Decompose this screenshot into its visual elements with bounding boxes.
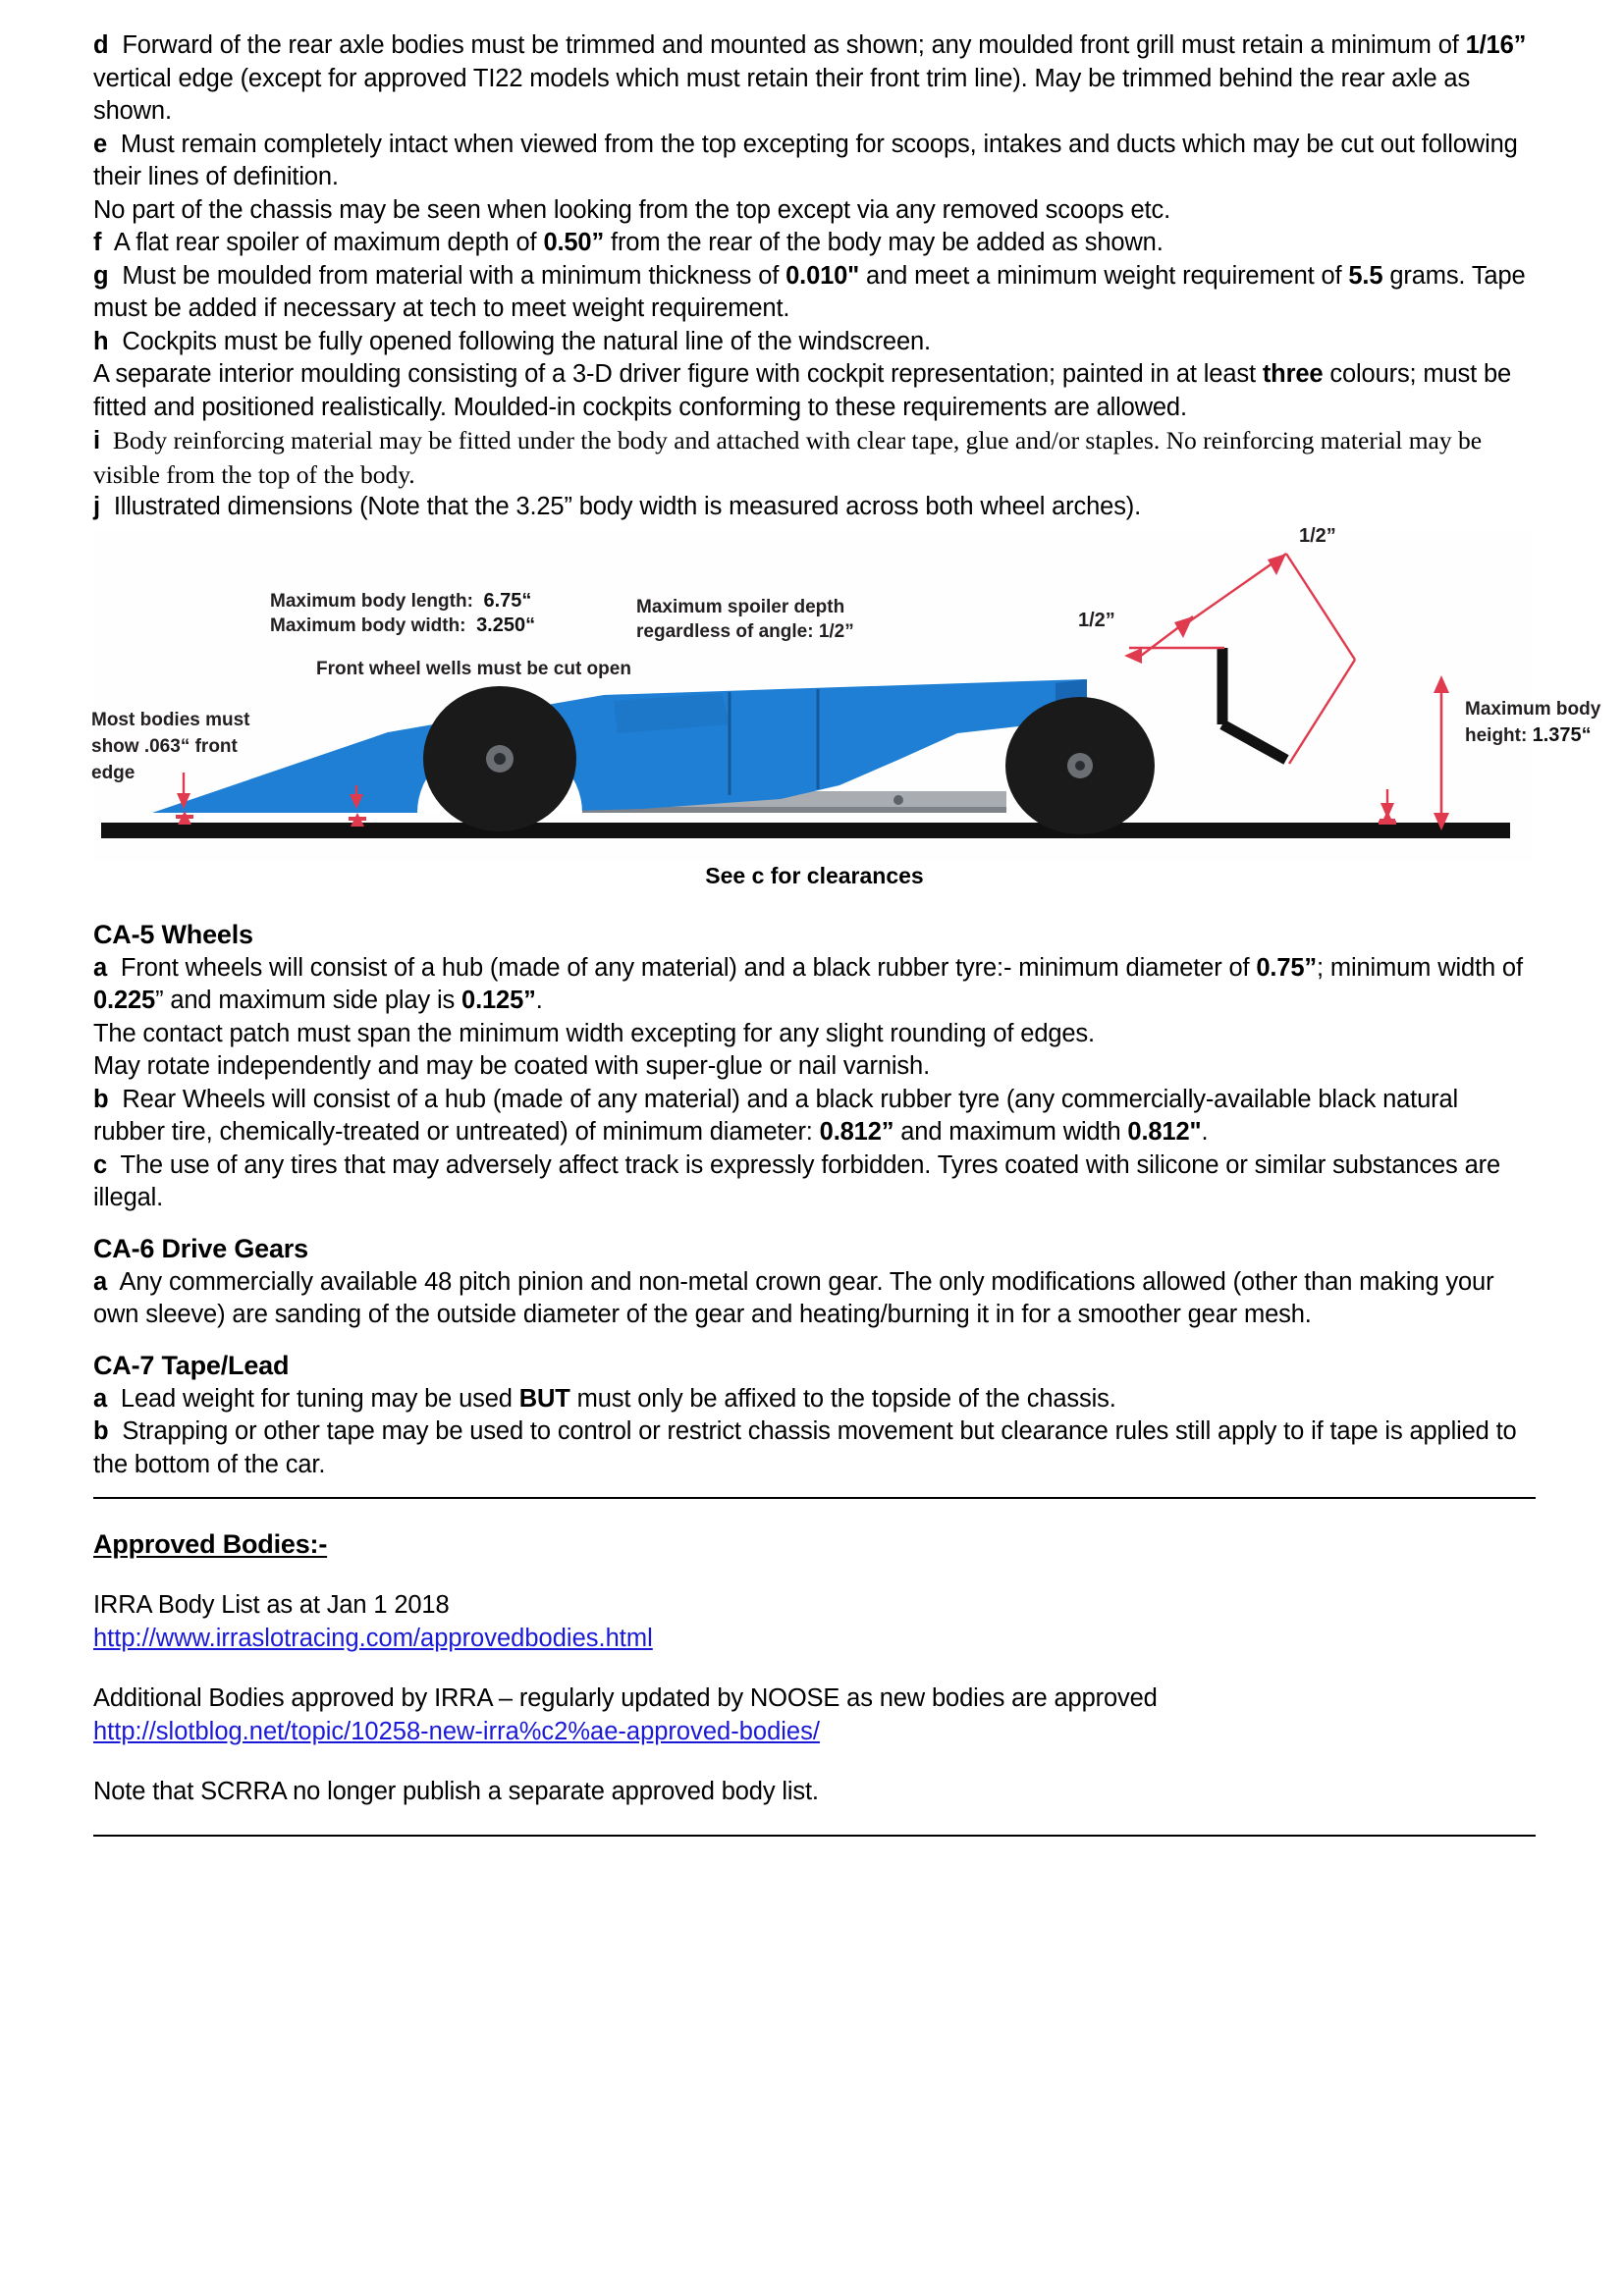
max-body-length-value: 6.75“ — [483, 589, 532, 612]
ca5-rule-c — [93, 1149, 1536, 1215]
rule-i-letter: i — [93, 427, 101, 454]
rule-d — [93, 29, 1536, 129]
rule-e — [93, 129, 1536, 194]
approved-bodies-link-slotblog[interactable]: http://slotblog.net/topic/10258-new-irra%c2%ae-approved-bodies/ — [93, 1717, 820, 1745]
ca5-b-text-3: . — [1201, 1118, 1209, 1146]
ca5-a-text-1: Front wheels will consist of a hub (made of any material) and a black rubber tyre:- minimum diameter of — [120, 953, 1257, 982]
additional-bodies-line: Additional Bodies approved by IRRA – regularly updated by NOOSE as new bodies are approved — [93, 1684, 1158, 1712]
rule-d-letter: d — [93, 31, 109, 59]
rule-g-letter: g — [93, 261, 109, 290]
body-dimensions-diagram — [91, 524, 1601, 861]
ca5-b-letter: b — [93, 1085, 109, 1113]
front-wheel-wells-label: Front wheel wells must be cut open — [316, 658, 631, 679]
front-edge-label — [91, 707, 250, 786]
ca5-b-bold-2: 0.812" — [1127, 1118, 1202, 1146]
ca5-a-letter: a — [93, 953, 108, 982]
diagram-caption: See c for clearances — [705, 862, 924, 888]
approved-bodies-heading: Approved Bodies:- — [93, 1529, 328, 1559]
rule-f — [93, 227, 1536, 260]
ca5-rule-a — [93, 952, 1536, 1018]
front-edge-line-3: edge — [91, 762, 135, 783]
rule-g-bold-2: 5.5 — [1348, 261, 1383, 290]
max-body-length-text: Maximum body length: — [270, 590, 473, 612]
spoiler-label-line-2: regardless of angle: 1/2” — [636, 620, 854, 642]
rule-i-text: Body reinforcing material may be fitted under the body and attached with clear tape, glue and/or staples. No reinforcing material may be visible from the top of the body. — [93, 426, 1483, 489]
max-body-height-value: 1.375“ — [1532, 723, 1592, 746]
rule-g-bold-1: 0.010" — [785, 261, 860, 290]
rule-f-letter: f — [93, 229, 102, 256]
ca5-rotate-note: May rotate independently and may be coated with super-glue or nail varnish. — [93, 1052, 931, 1080]
ca5-a-bold-2: 0.225 — [93, 987, 156, 1014]
ca5-a-text-4: . — [535, 987, 543, 1014]
divider-bottom — [93, 1835, 1536, 1837]
ca7-a-text-1: Lead weight for tuning may be used — [120, 1384, 519, 1413]
rule-g-text-3: grams. Tape must be added if necessary at tech to meet weight requirement. — [93, 261, 1526, 322]
ca6-rule-a — [93, 1266, 1536, 1332]
rule-h-letter: h — [93, 327, 109, 355]
rule-j-letter: j — [93, 493, 100, 520]
max-spoiler-depth-label — [636, 595, 854, 644]
max-body-width-value: 3.250“ — [476, 614, 536, 636]
rule-f-text-2: from the rear of the body may be added as shown. — [604, 229, 1164, 256]
rule-e-text: Must remain completely intact when viewed from the top excepting for scoops, intakes and ducts which may be cut out following their lines of definition. — [93, 130, 1518, 190]
section-heading-ca6: CA-6 Drive Gears — [93, 1233, 308, 1263]
rule-d-text-2: vertical edge (except for approved TI22 models which must retain their front trim line). May be trimmed behind the rear axle as shown. — [93, 64, 1471, 125]
ca5-b-text-1: Rear Wheels will consist of a hub (made of any material) and a black rubber tyre (any commercially-available black natural rubber tire, chemically-treated or untreated) of minimum diameter: — [93, 1085, 1459, 1146]
ca7-a-text-2: must only be affixed to the topside of the chassis. — [569, 1384, 1116, 1413]
rule-e-letter: e — [93, 130, 108, 158]
interior-text-1: A separate interior moulding consisting of a 3-D driver figure with cockpit representation; painted in at least — [93, 360, 1263, 388]
ca6-a-letter: a — [93, 1267, 108, 1296]
max-body-width-label — [270, 614, 535, 638]
ca7-b-letter: b — [93, 1417, 109, 1445]
ca7-rule-a — [93, 1383, 1536, 1416]
ca5-a-bold-1: 0.75” — [1256, 953, 1318, 982]
front-edge-line-1: Most bodies must — [91, 709, 250, 730]
ca5-c-letter: c — [93, 1150, 108, 1179]
rule-j-text: Illustrated dimensions (Note that the 3.25” body width is measured across both wheel arches). — [113, 493, 1142, 520]
interior-bold: three — [1262, 360, 1324, 388]
ca5-b-text-2: and maximum width — [893, 1118, 1128, 1146]
interior-moulding-note — [93, 358, 1536, 424]
half-inch-upper-label: 1/2” — [1299, 524, 1336, 547]
ca5-rule-b — [93, 1084, 1536, 1149]
max-body-height-label — [1465, 697, 1600, 749]
ca5-a-text-2: ; minimum width of — [1317, 953, 1523, 982]
max-body-height-line-1: Maximum body — [1465, 698, 1601, 720]
rule-g-text-2: and meet a minimum weight requirement of — [859, 261, 1349, 290]
rule-i — [93, 424, 1536, 491]
ca5-contact-patch: The contact patch must span the minimum width excepting for any slight rounding of edges. — [93, 1019, 1095, 1047]
max-body-height-line-2: height: — [1465, 724, 1528, 746]
max-body-length-label — [270, 589, 531, 614]
rule-f-bold: 0.50” — [543, 229, 605, 256]
interior-text-2: colours; must be fitted and positioned realistically. Moulded-in cockpits conforming to these requirements are allowed. — [93, 360, 1512, 421]
scrra-note: Note that SCRRA no longer publish a separate approved body list. — [93, 1778, 819, 1805]
rule-d-bold-1: 1/16” — [1465, 31, 1527, 59]
chassis-visibility-note: No part of the chassis may be seen when looking from the top except via any removed scoops etc. — [93, 195, 1171, 224]
ca5-b-bold-1: 0.812” — [819, 1118, 894, 1146]
approved-bodies-link-irra[interactable]: http://www.irraslotracing.com/approvedbodies.html — [93, 1624, 653, 1652]
ca7-rule-b — [93, 1415, 1536, 1481]
front-edge-line-2: show .063“ front — [91, 735, 238, 757]
rule-h — [93, 326, 1536, 359]
max-body-width-text: Maximum body width: — [270, 614, 466, 636]
ca7-a-letter: a — [93, 1384, 108, 1413]
ca7-a-bold: BUT — [518, 1384, 570, 1413]
spoiler-label-line-1: Maximum spoiler depth — [636, 596, 845, 617]
ca5-a-bold-3: 0.125” — [461, 987, 536, 1014]
rule-g — [93, 260, 1536, 326]
ca5-c-text: The use of any tires that may adversely affect track is expressly forbidden. Tyres coated with silicone or similar substances are illegal. — [93, 1150, 1500, 1211]
rule-g-text-1: Must be moulded from material with a minimum thickness of — [122, 261, 786, 290]
irra-body-list-line: IRRA Body List as at Jan 1 2018 — [93, 1591, 450, 1619]
ca7-b-text: Strapping or other tape may be used to control or restrict chassis movement but clearance rules still apply to if tape is applied to the bottom of the car. — [93, 1417, 1517, 1478]
half-inch-lower-label: 1/2” — [1078, 609, 1115, 631]
ca6-a-text: Any commercially available 48 pitch pinion and non-metal crown gear. The only modifications allowed (other than making your own sleeve) are sanding of the outside diameter of the gear and heating/burning it in for a smoother gear mesh. — [93, 1267, 1494, 1328]
rule-h-text: Cockpits must be fully opened following the natural line of the windscreen. — [122, 327, 931, 355]
ca5-a-text-3: ” and maximum side play is — [155, 987, 462, 1014]
section-heading-ca7: CA-7 Tape/Lead — [93, 1350, 290, 1380]
section-heading-ca5: CA-5 Wheels — [93, 919, 253, 949]
car-side-view-illustration — [93, 532, 1532, 861]
rule-d-text-1: Forward of the rear axle bodies must be trimmed and mounted as shown; any moulded front grill must retain a minimum of — [122, 31, 1466, 59]
rule-j — [93, 491, 1536, 524]
rule-f-text-1: A flat rear spoiler of maximum depth of — [113, 229, 544, 256]
